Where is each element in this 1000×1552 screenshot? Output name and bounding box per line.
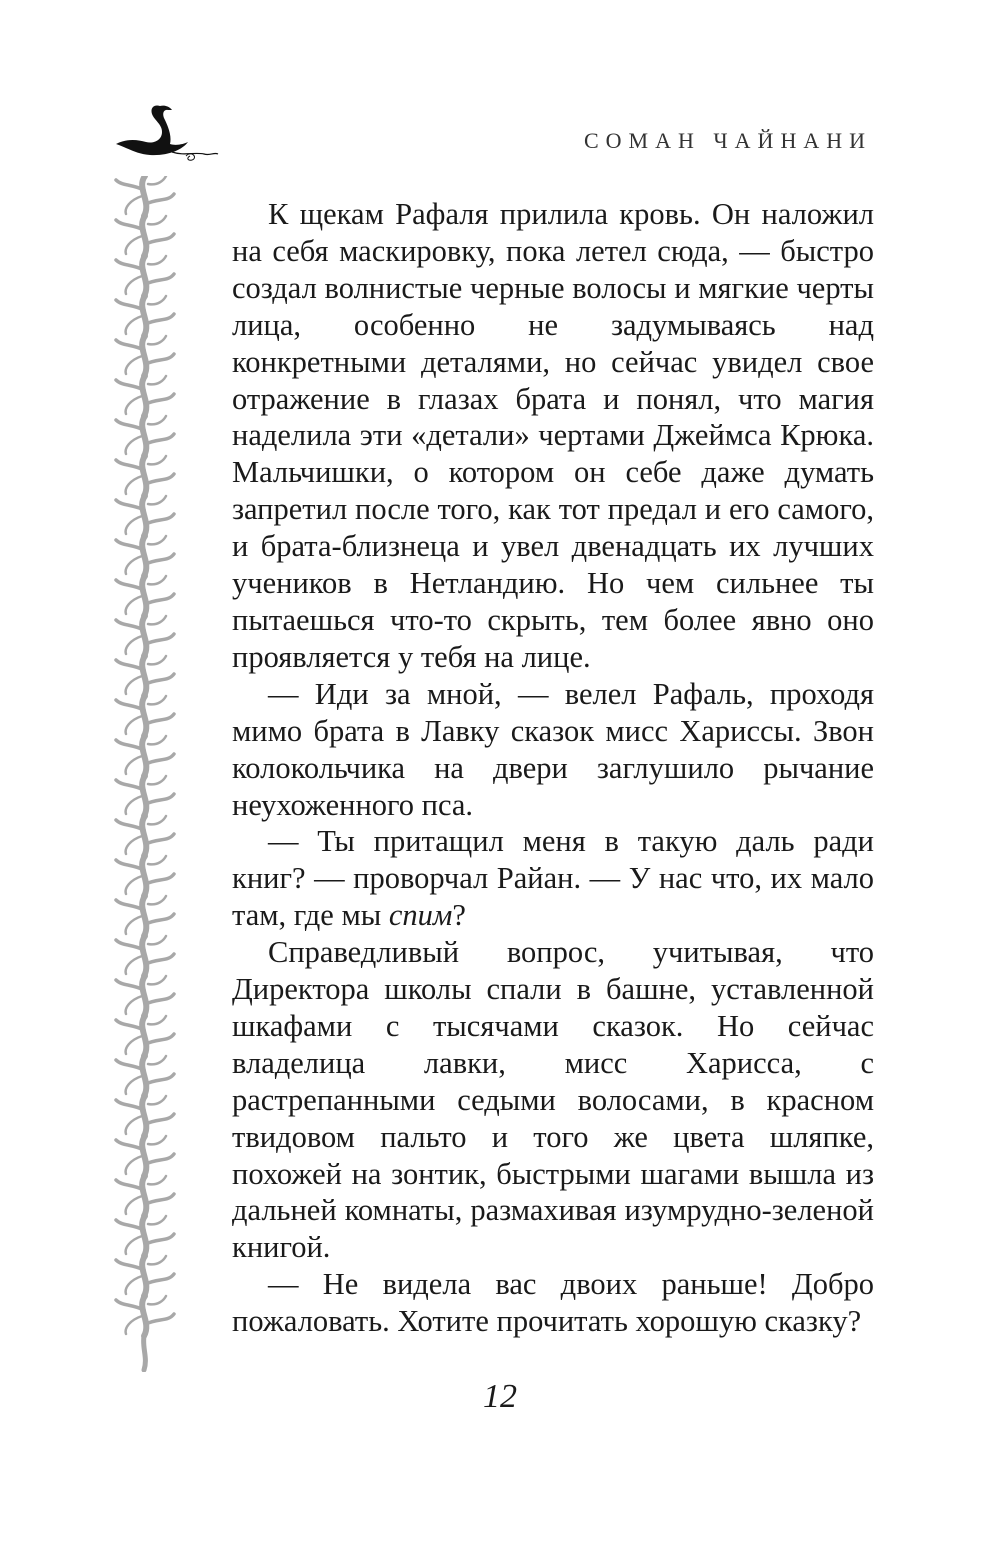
page-number: 12 bbox=[483, 1378, 517, 1415]
paragraph: — Не видела вас двоих раньше! Добро пожаловать. Хотите прочитать хорошую сказку? bbox=[232, 1267, 874, 1339]
italic-word: спим bbox=[388, 898, 453, 933]
paragraph: К щекам Рафаля прилила кровь. Он наложил на себя маскировку, пока летел сюда, — быстро создал волнистые черные волосы и мягкие черты лица, особенно не задумываясь над конкретными деталями, но сейчас увидел свое отражение в глазах брата и понял, что магия наделила эти «детали» чертами Джеймса Крюка. Мальчишки, о котором он себе даже думать запретил после того, как тот предал и его самого, и брата-близнеца и увел двенадцать их лучших учеников в Нетландию. Но чем сильнее ты пытаешься что-то скрыть, тем более явно оно проявляется у тебя на лице. bbox=[232, 197, 874, 674]
running-header-author: СОМАН ЧАЙНАНИ bbox=[583, 128, 872, 153]
body-text bbox=[232, 196, 874, 1340]
paragraph-text: ? bbox=[452, 898, 466, 933]
paragraph: Справедливый вопрос, учитывая, что Директора школы спали в башне, уставленной шкафами с тысячами сказок. Но сейчас владелица лавки, мисс Харисса, с растрепанными седыми волосами, в красном твидовом пальто и того же цвета шляпке, похожей на зонтик, быстрыми шагами вышла из дальней комнаты, размахивая изумрудно-зеленой книгой. bbox=[232, 935, 874, 1265]
swan-icon bbox=[112, 98, 222, 168]
thorn-vine-ornament bbox=[108, 176, 182, 1372]
paragraph bbox=[232, 823, 874, 934]
paragraph-text: — Ты притащил меня в такую даль ради книг? — проворчал Райан. — У нас что, их мало там, где мы bbox=[232, 824, 874, 933]
paragraph: — Иди за мной, — велел Рафаль, проходя мимо брата в Лавку сказок мисс Хариссы. Звон колокольчика на двери заглушило рычание неухоженного пса. bbox=[232, 676, 874, 822]
